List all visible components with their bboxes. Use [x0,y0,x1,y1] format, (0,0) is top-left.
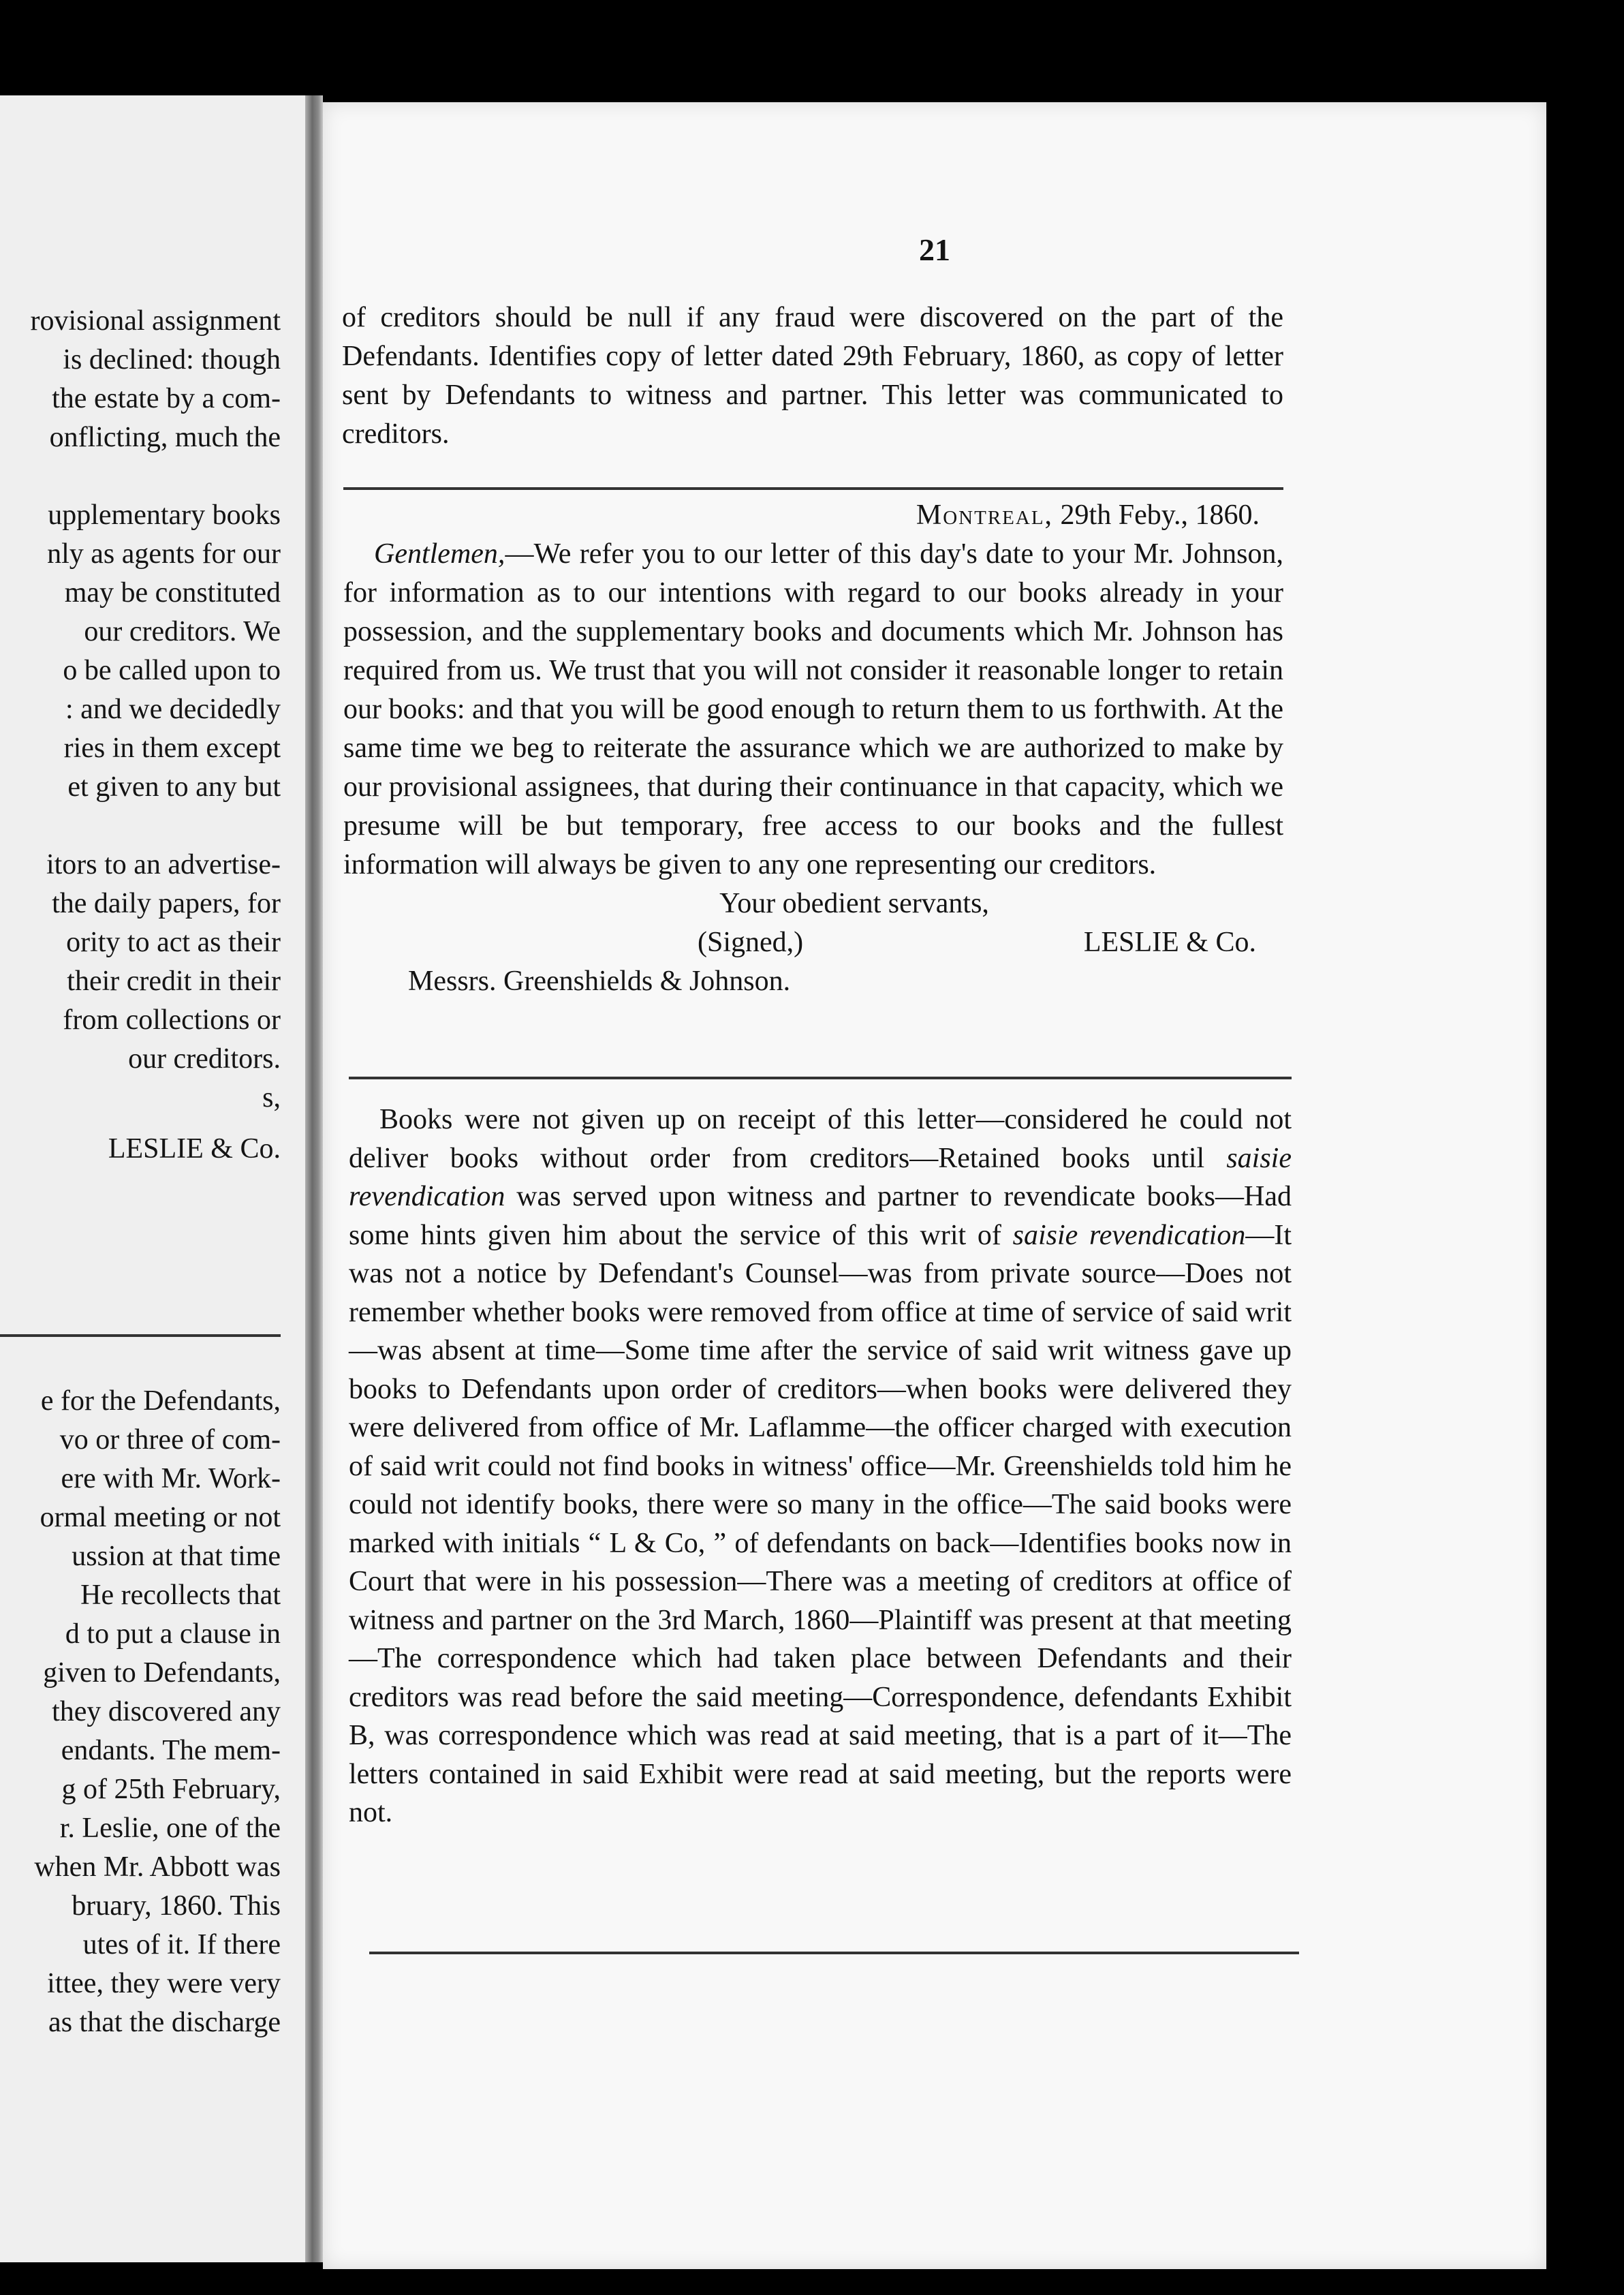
previous-page-line: our creditors. We [84,616,281,647]
letter-signature-row [343,923,1283,962]
previous-page-line: d to put a clause in [65,1618,281,1650]
legal-term: saisie revendication [1012,1219,1246,1251]
testimony-paragraph [349,1100,1292,1832]
section-rule [349,1077,1292,1079]
previous-page-line: is declined: though [63,344,281,375]
testimony-part: Books were not given up on receipt of this letter—considered he could not deliver books without order from creditors—Retained books until [349,1104,1292,1174]
previous-page-line: the estate by a com- [52,383,281,414]
continuation-text: of creditors should be null if any fraud were discovered on the part of the Defendants. Identifies copy of letter dated 29th February, 1860, as copy of letter sent by Defendants to witness and partner. This letter was communicated to creditors. [342,302,1283,450]
page-number: 21 [919,232,950,267]
previous-page-line: endants. The mem- [61,1735,281,1766]
previous-page-line: rovisional assignment [30,305,281,337]
letter-date: 29th Feby., 1860. [1060,499,1260,531]
previous-page-line: He recollects that [80,1580,281,1611]
previous-page-rule [0,1334,281,1337]
previous-page-line: ussion at that time [72,1541,281,1572]
previous-page-line: ority to act as their [66,927,281,958]
legal-term: saisie revendication [349,1142,1292,1212]
previous-page-line: s, [262,1082,281,1113]
letter-addressee: Messrs. Greenshields & Johnson. [408,966,791,997]
previous-page-line: utes of it. If there [82,1929,281,1960]
previous-page-line: bruary, 1860. This [72,1890,281,1922]
letter-body-text: —We refer you to our letter of this day's date to your Mr. Johnson, for information as to our intentions with regard to our books already in your possession, and the supplementary books and documents which Mr. Johnson has required from us. We trust that you will not consider it reasonable longer to retain our books: and that you will be good enough to return them to us forthwith. At the same time we beg to reiterate the assurance which we are authorized to make by our provisional assignees, that during their continuance in that capacity, which we presume will be but temporary, free access to our books and the fullest information will always be given to any one representing our creditors. [343,538,1283,880]
previous-page-line: the daily papers, for [52,888,281,919]
previous-page-line: upplementary books [48,499,281,531]
previous-page-signature: LESLIE & Co. [108,1133,281,1165]
previous-page-line: vo or three of com- [59,1424,281,1455]
page [323,102,1546,2269]
testimony-text [349,1100,1292,1832]
previous-page-line: nly as agents for our [47,538,281,570]
letter-body [343,535,1283,884]
previous-page-fragment [0,95,315,2262]
scan-frame [0,2269,1624,2295]
previous-page-line: given to Defendants, [43,1657,281,1689]
letter-signed: (Signed,) [698,927,804,958]
previous-page-line: o be called upon to [63,655,281,686]
testimony-part: was served upon witness and partner to revendicate books—Had some hints given him about the service of this writ of [349,1181,1292,1251]
previous-page-line: itors to an advertise- [46,849,281,880]
previous-page-line: : and we decidedly [65,694,281,725]
previous-page-line: onflicting, much the [49,422,281,453]
previous-page-line: they discovered any [52,1696,281,1727]
previous-page-line: their credit in their [67,966,281,997]
previous-page-line [0,457,281,496]
letter-closing: Your obedient servants, [719,888,989,919]
previous-page-line: ere with Mr. Work- [61,1463,281,1494]
previous-page-line: g of 25th February, [61,1774,281,1805]
previous-page-line: ormal meeting or not [40,1502,281,1533]
previous-page-line [0,807,281,846]
previous-page-line: our creditors. [128,1043,281,1075]
quoted-letter [343,496,1283,1001]
section-rule [369,1952,1299,1954]
letter-salutation: Gentlemen, [374,538,505,570]
previous-page-line: ittee, they were very [47,1968,281,1999]
letter-city: Montreal, [916,499,1054,531]
previous-page-line: ries in them except [63,733,281,764]
previous-page-line: from collections or [63,1004,281,1036]
previous-page-text-upper [0,302,281,1169]
previous-page-line: e for the Defendants, [40,1385,281,1417]
book-gutter [305,95,323,2262]
previous-page-line: et given to any but [67,771,281,803]
previous-page-line: may be constituted [64,577,281,609]
continuation-paragraph [342,298,1283,454]
previous-page-line: when Mr. Abbott was [34,1851,281,1883]
section-rule [343,487,1283,490]
letter-dateline [343,496,1283,535]
testimony-part: —It was not a notice by Defendant's Counsel—was from private source—Does not remember whether books were removed from office at time of service of said writ—was absent at time—Some time after the service of said writ witness gave up books to Defendants upon order of creditors—when books were delivered they were delivered from office of Mr. Laflamme—the officer charged with execution of said writ could not find books in witness' office—Mr. Greenshields told him he could not identify books, there were so many in the office—The said books were marked with initials “ L & Co, ” of defendants on back—Identifies books now in Court that were in his possession—There was a meeting of creditors at office of witness and partner on the 3rd March, 1860—Plaintiff was present at that meeting—The correspondence which had taken place between Defendants and their creditors was read before the said meeting—Correspondence, defendants Exhibit B, was correspondence which was read at said meeting, that is a part of it—The letters contained in said Exhibit were read at said meeting, but the reports were not. [349,1219,1292,1828]
previous-page-line: as that the discharge [48,2007,281,2038]
previous-page-line: r. Leslie, one of the [59,1813,281,1844]
previous-page-text-lower [0,1382,281,2042]
letter-firm: LESLIE & Co. [1083,927,1256,958]
